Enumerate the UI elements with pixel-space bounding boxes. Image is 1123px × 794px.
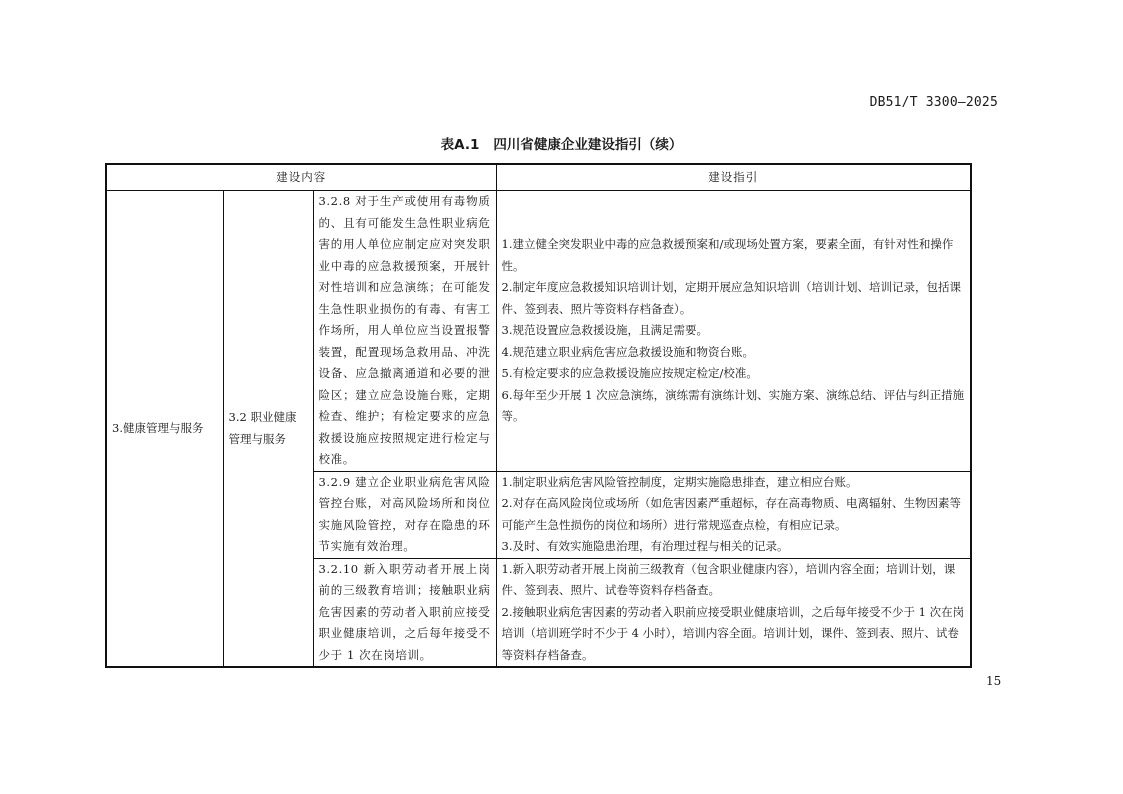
guide-item: 4.规范建立职业病危害应急救援设施和物资台账。: [501, 344, 754, 359]
guide-item: 1.新入职劳动者开展上岗前三级教育（包含职业健康内容），培训内容全面；培训计划，课件、签到表、照片、试卷等资料存档备查。: [501, 561, 956, 597]
guide-cell: [496, 191, 971, 472]
guide-item: 1.建立健全突发职业中毒的应急救援预案和/或现场处置方案，要素全面，有针对性和操作性。: [501, 237, 954, 273]
guide-item: 3.及时、有效实施隐患治理，有治理过程与相关的记录。: [501, 539, 789, 553]
table-caption: 四川省健康企业建设指引（续）: [493, 137, 683, 153]
table-row: [106, 191, 971, 472]
table-header-row: [106, 164, 971, 191]
guide-item: 6.每年至少开展 1 次应急演练，演练需有演练计划、实施方案、演练总结、评估与纠正措施等。: [501, 387, 965, 423]
content-cell: 3.2.8 对于生产或使用有毒物质的、且有可能发生急性职业病危害的用人单位应制定应对突发职业中毒的应急救援预案，开展针对性培训和应急演练；在可能发生急性职业损伤的有毒、有害工作场所，用人单位应当设置报警装置，配置现场急救用品、冲洗设备、应急撤离通道和必要的泄险区；建立应急设施台账，定期检查、维护；有检定要求的应急救援设施应按照规定进行检定与校准。: [313, 191, 496, 472]
level2-category: 3.2 职业健康管理与服务: [223, 191, 313, 668]
content-cell: 3.2.10 新入职劳动者开展上岗前的三级教育培训；接触职业病危害因素的劳动者入职前应接受职业健康培训，之后每年接受不少于 1 次在岗培训。: [313, 558, 496, 667]
guide-item: 1.制定职业病危害风险管控制度，定期实施隐患排查，建立相应台账。: [501, 474, 858, 489]
guide-item: 2.制定年度应急救援知识培训计划，定期开展应急知识培训（培训计划、培训记录，包括课件、签到表、照片等资料存档备查）。: [501, 280, 961, 316]
guide-cell: [496, 558, 971, 667]
guide-item: 5.有检定要求的应急救援设施应按规定检定/校准。: [501, 366, 758, 380]
column-header-content: 建设内容: [106, 164, 496, 191]
guide-item: 2.对存在高风险岗位或场所（如危害因素严重超标，存在高毒物质、电离辐射、生物因素等可能产生急性损伤的岗位和场所）进行常规巡查点检，有相应记录。: [501, 496, 961, 532]
page-number: 15: [986, 674, 1002, 688]
guideline-table: [105, 163, 972, 668]
level1-category: 3.健康管理与服务: [106, 191, 223, 668]
content-cell: 3.2.9 建立企业职业病危害风险管控台账，对高风险场所和岗位实施风险管控，对存在隐患的环节实施有效治理。: [313, 471, 496, 558]
document-code: DB51/T 3300—2025: [869, 95, 998, 110]
guide-item: 3.规范设置应急救援设施，且满足需要。: [501, 323, 708, 337]
guide-cell: [496, 471, 971, 558]
guide-item: 2.接触职业病危害因素的劳动者入职前应接受职业健康培训，之后每年接受不少于 1 次在岗培训（培训班学时不少于 4 小时），培训内容全面。培训计划，课件、签到表、照片、试卷等资料存档备查。: [501, 604, 965, 662]
column-header-guide: 建设指引: [496, 164, 971, 191]
table-number: 表A.1: [440, 137, 480, 153]
table-title: [0, 133, 1123, 153]
